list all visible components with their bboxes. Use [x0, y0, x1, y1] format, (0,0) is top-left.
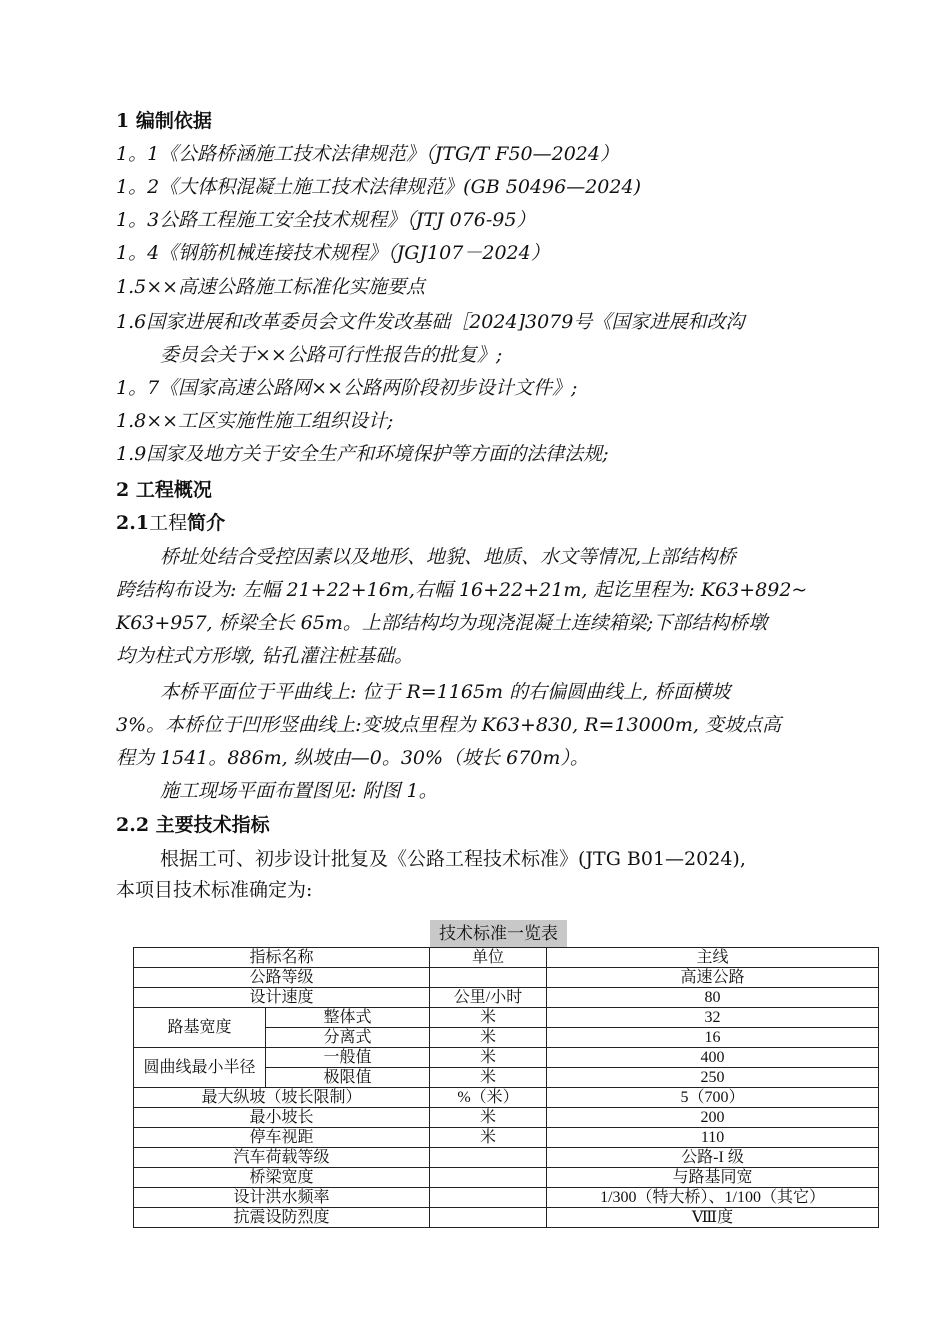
row-unit: 米 — [430, 1048, 547, 1068]
row-unit: 米 — [430, 1008, 547, 1028]
basis-item-2: 1。2《大体积混凝土施工技术法律规范》(GB 50496—2024) — [116, 176, 641, 198]
table-row — [134, 1168, 879, 1188]
row-name: 最大纵坡（坡长限制） — [134, 1088, 430, 1108]
row-name: 汽车荷载等级 — [134, 1148, 430, 1168]
paragraph-line: 根据工可、初步设计批复及《公路工程技术标准》(JTG B01—2024), — [160, 848, 746, 870]
table-row — [134, 1188, 879, 1208]
section-heading-1: 1 编制依据 — [116, 110, 212, 132]
table-row — [134, 1148, 879, 1168]
row-value: 16 — [547, 1028, 879, 1048]
row-unit — [430, 1208, 547, 1228]
row-value: 高速公路 — [547, 968, 879, 988]
row-value: Ⅷ度 — [547, 1208, 879, 1228]
overview-paragraph-2 — [116, 676, 856, 775]
table-row — [134, 1008, 879, 1028]
row-unit: 米 — [430, 1108, 547, 1128]
paragraph-line: K63+957, 桥梁全长 65m。上部结构均为现浇混凝土连续箱梁;下部结构桥墩 — [116, 612, 768, 634]
row-group-name: 路基宽度 — [134, 1008, 266, 1048]
header-main: 主线 — [547, 948, 879, 968]
table-header-row — [134, 948, 879, 968]
table-row — [134, 968, 879, 988]
paragraph-line: 均为柱式方形墩, 钻孔灌注桩基础。 — [116, 645, 414, 667]
row-unit — [430, 1168, 547, 1188]
row-name: 设计洪水频率 — [134, 1188, 430, 1208]
row-unit: 米 — [430, 1128, 547, 1148]
basis-item-6: 1.6国家进展和改革委员会文件发改基础［2024]3079号《国家进展和改沟 — [116, 311, 745, 333]
basis-item-8: 1.8××工区实施性施工组织设计; — [116, 410, 394, 432]
row-name: 最小坡长 — [134, 1108, 430, 1128]
paragraph-line: 本项目技术标准确定为: — [116, 879, 313, 901]
overview-paragraph-3 — [116, 775, 856, 808]
table-row — [134, 1048, 879, 1068]
row-unit: 米 — [430, 1028, 547, 1048]
row-value: 400 — [547, 1048, 879, 1068]
row-value: 与路基同宽 — [547, 1168, 879, 1188]
row-unit — [430, 1188, 547, 1208]
row-name: 极限值 — [266, 1068, 430, 1088]
row-unit: 米 — [430, 1068, 547, 1088]
paragraph-line: 程为 1541。886m, 纵坡由—0。30%（坡长 670m）。 — [116, 747, 589, 769]
row-value: 250 — [547, 1068, 879, 1088]
row-unit: 公里/小时 — [430, 988, 547, 1008]
row-name: 设计速度 — [134, 988, 430, 1008]
row-name: 抗震设防烈度 — [134, 1208, 430, 1228]
basis-item-4: 1。4《钢筋机械连接技术规程》（JGJ107－2024） — [116, 242, 550, 264]
paragraph-line: 跨结构布设为: 左幅 21+22+16m,右幅 16+22+21m, 起讫里程为: K63+892~ — [116, 579, 808, 601]
row-value: 1/300（特大桥）、1/100（其它） — [547, 1188, 879, 1208]
table-row — [134, 1088, 879, 1108]
paragraph-line: 桥址处结合受控因素以及地形、地貌、地质、水文等情况,上部结构桥 — [160, 546, 737, 568]
row-value: 200 — [547, 1108, 879, 1128]
overview-paragraph-1 — [116, 541, 856, 673]
row-name: 桥梁宽度 — [134, 1168, 430, 1188]
row-unit — [430, 1148, 547, 1168]
header-unit: 单位 — [430, 948, 547, 968]
header-name: 指标名称 — [134, 948, 430, 968]
row-name: 分离式 — [266, 1028, 430, 1048]
table-row — [134, 988, 879, 1008]
basis-item-7: 1。7《国家高速公路网××公路两阶段初步设计文件》; — [116, 377, 578, 399]
row-group-name: 圆曲线最小半径 — [134, 1048, 266, 1088]
section-heading-2: 2 工程概况 — [116, 479, 212, 501]
row-value: 5（700） — [547, 1088, 879, 1108]
subsection-number: 2.1 — [116, 512, 150, 534]
row-unit: %（米） — [430, 1088, 547, 1108]
table-row — [134, 1208, 879, 1228]
basis-item-6-cont: 委员会关于××公路可行性报告的批复》; — [160, 344, 503, 366]
row-name: 停车视距 — [134, 1128, 430, 1148]
paragraph-line: 3%。本桥位于凹形竖曲线上:变坡点里程为 K63+830, R=13000m, 变坡点高 — [116, 714, 781, 736]
basis-item-1: 1。1《公路桥涵施工技术法律规范》（JTG/T F50—2024） — [116, 143, 619, 165]
row-name: 一般值 — [266, 1048, 430, 1068]
tech-standard-intro — [116, 844, 746, 906]
row-value: 32 — [547, 1008, 879, 1028]
subsection-word: 工程 — [149, 512, 188, 534]
table-caption: 技术标准一览表 — [430, 920, 567, 947]
row-name: 公路等级 — [134, 968, 430, 988]
basis-item-5: 1.5××高速公路施工标准化实施要点 — [116, 276, 426, 298]
row-name: 整体式 — [266, 1008, 430, 1028]
subsection-heading-2-2: 2.2 主要技术指标 — [116, 814, 270, 836]
paragraph-line: 本桥平面位于平曲线上: 位于 R=1165m 的右偏圆曲线上, 桥面横坡 — [160, 681, 731, 703]
row-value: 110 — [547, 1128, 879, 1148]
subsection-heading-2-1 — [116, 510, 225, 536]
table-row — [134, 1108, 879, 1128]
basis-item-3: 1。3公路工程施工安全技术规程》（JTJ 076-95） — [116, 209, 536, 231]
row-unit — [430, 968, 547, 988]
table-row — [134, 1128, 879, 1148]
basis-item-9: 1.9国家及地方关于安全生产和环境保护等方面的法律法规; — [116, 443, 609, 465]
subsection-word-bold: 简介 — [187, 512, 226, 534]
paragraph-line: 施工现场平面布置图见: 附图 1。 — [160, 780, 438, 802]
row-value: 公路-I 级 — [547, 1148, 879, 1168]
tech-standard-table — [133, 947, 879, 1228]
row-value: 80 — [547, 988, 879, 1008]
